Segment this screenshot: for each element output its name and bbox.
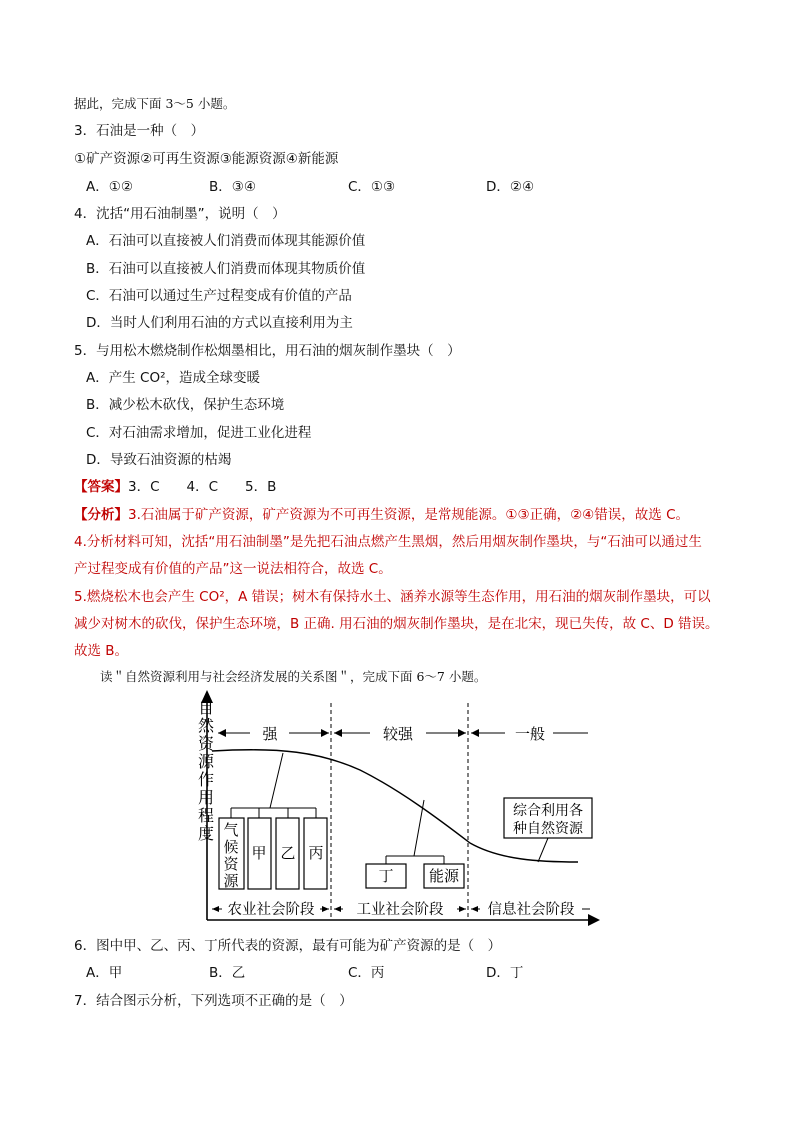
- arrowhead: [322, 906, 329, 912]
- analysis-line-2: 4.分析材料可知，沈括“用石油制墨”是先把石油点燃产生黑烟，然后用烟灰制作墨块，与“石油可以通过生: [74, 534, 702, 550]
- arrowhead: [321, 729, 329, 737]
- y-axis-label-char: 作: [197, 770, 215, 789]
- arrowhead: [218, 729, 226, 737]
- ind-connector: [386, 800, 444, 864]
- x-axis-arrow: [588, 914, 600, 926]
- comprehensive-leader: [538, 838, 548, 862]
- option-c: C．①③: [348, 179, 396, 195]
- question-3-stem: 3．石油是一种（ ）: [74, 123, 205, 139]
- arrowhead: [334, 906, 341, 912]
- question-5-option-a: A．产生 CO²，造成全球变暖: [86, 370, 260, 386]
- comprehensive-line-2: 种自然资源: [513, 821, 583, 837]
- question-3-items: ①矿产资源②可再生资源③能源资源④新能源: [74, 151, 339, 167]
- analysis-text-1: 3.石油属于矿产资源，矿产资源为不可再生资源，是常规能源。①③正确，②④错误，故选 C。: [128, 507, 690, 523]
- label-ding: 丁: [378, 867, 394, 885]
- label-energy: 能源: [428, 867, 460, 885]
- analysis-line-3: 产过程变成有价值的产品”这一说法相符合，故选 C。: [74, 561, 392, 577]
- question-5-stem: 5．与用松木燃烧制作松烟墨相比，用石油的烟灰制作墨块（ ）: [74, 343, 461, 359]
- question-5-option-c: C．对石油需求增加，促进工业化进程: [86, 425, 312, 441]
- climate-char: 资: [223, 855, 239, 873]
- question-4-option-d: D．当时人们利用石油的方式以直接利用为主: [86, 315, 353, 331]
- arrowhead: [334, 729, 342, 737]
- label-bing: 丙: [308, 844, 324, 862]
- leader-line: [414, 800, 424, 856]
- question-4-option-a: A．石油可以直接被人们消费而体现其能源价值: [86, 233, 366, 249]
- analysis-label: 【分析】: [74, 507, 128, 523]
- comprehensive-line-1: 综合利用各: [513, 803, 583, 819]
- label-jia: 甲: [251, 844, 267, 862]
- y-axis-label-char: 度: [197, 824, 215, 843]
- answer-label: 【答案】: [74, 479, 128, 495]
- y-axis-label-char: 然: [197, 716, 215, 735]
- y-axis-label-char: 自: [197, 698, 215, 717]
- climate-char: 气: [223, 821, 239, 839]
- y-axis-label: [198, 698, 215, 843]
- label-yi: 乙: [280, 844, 296, 862]
- diagram-intro-text: 读＂自然资源利用与社会经济发展的关系图＂，完成下面 6～7 小题。: [100, 669, 487, 684]
- option-d: D．②④: [486, 179, 535, 195]
- analysis-line-4: 5.燃烧松木也会产生 CO²，A 错误；树木有保持水土、涵养水源等生态作用，用石油的烟灰制作墨块，可以: [74, 589, 711, 605]
- question-4-option-b: B．石油可以直接被人们消费而体现其物质价值: [86, 261, 366, 277]
- agri-connector: [231, 753, 316, 818]
- option-b: B．乙: [209, 965, 246, 981]
- analysis-line-5: 减少对树木的砍伐，保护生态环境，B 正确. 用石油的烟灰制作墨块，是在北宋，现已失传，故 C、D 错误。: [74, 616, 719, 632]
- question-5-option-d: D．导致石油资源的枯竭: [86, 452, 232, 468]
- stage-label-industrial: 工业社会阶段: [356, 902, 444, 918]
- y-axis-label-char: 程: [197, 806, 215, 825]
- stage-label-information: 信息社会阶段: [487, 902, 575, 918]
- option-b: B．③④: [209, 179, 256, 195]
- arrowhead: [212, 906, 219, 912]
- arrowhead: [471, 729, 479, 737]
- y-axis-label-char: 用: [197, 788, 215, 807]
- degree-label-strong: 强: [262, 725, 278, 743]
- arrowhead: [458, 729, 466, 737]
- option-a: A．甲: [86, 965, 123, 981]
- arrowhead: [471, 906, 478, 912]
- question-5-option-b: B．减少松木砍伐，保护生态环境: [86, 397, 285, 413]
- y-axis-label-char: 资: [197, 734, 215, 753]
- option-a: A．①②: [86, 179, 133, 195]
- intro-text: 据此，完成下面 3～5 小题。: [74, 96, 236, 111]
- climate-char: 候: [223, 838, 239, 856]
- degree-labels: [262, 725, 545, 743]
- stage-label-agricultural: 农业社会阶段: [227, 902, 315, 918]
- question-7-stem: 7．结合图示分析，下列选项不正确的是（ ）: [74, 993, 353, 1009]
- climate-char: 源: [223, 872, 239, 890]
- option-d: D．丁: [486, 965, 524, 981]
- question-4-option-c: C．石油可以通过生产过程变成有价值的产品: [86, 288, 352, 304]
- question-6-stem: 6．图中甲、乙、丙、丁所代表的资源，最有可能为矿产资源的是（ ）: [74, 938, 502, 954]
- ind-box-labels: [378, 867, 460, 885]
- y-axis-label-char: 源: [197, 752, 215, 771]
- degree-label-medium: 较强: [382, 725, 414, 743]
- analysis-line-6: 故选 B。: [74, 643, 129, 659]
- leader-line: [270, 753, 283, 808]
- option-c: C．丙: [348, 965, 385, 981]
- question-4-stem: 4．沈括“用石油制墨”，说明（ ）: [74, 206, 286, 222]
- stage-labels: [228, 901, 575, 918]
- arrowhead: [459, 906, 466, 912]
- degree-label-normal: 一般: [514, 725, 546, 743]
- answer-text: 3．C 4．C 5．B: [128, 479, 277, 495]
